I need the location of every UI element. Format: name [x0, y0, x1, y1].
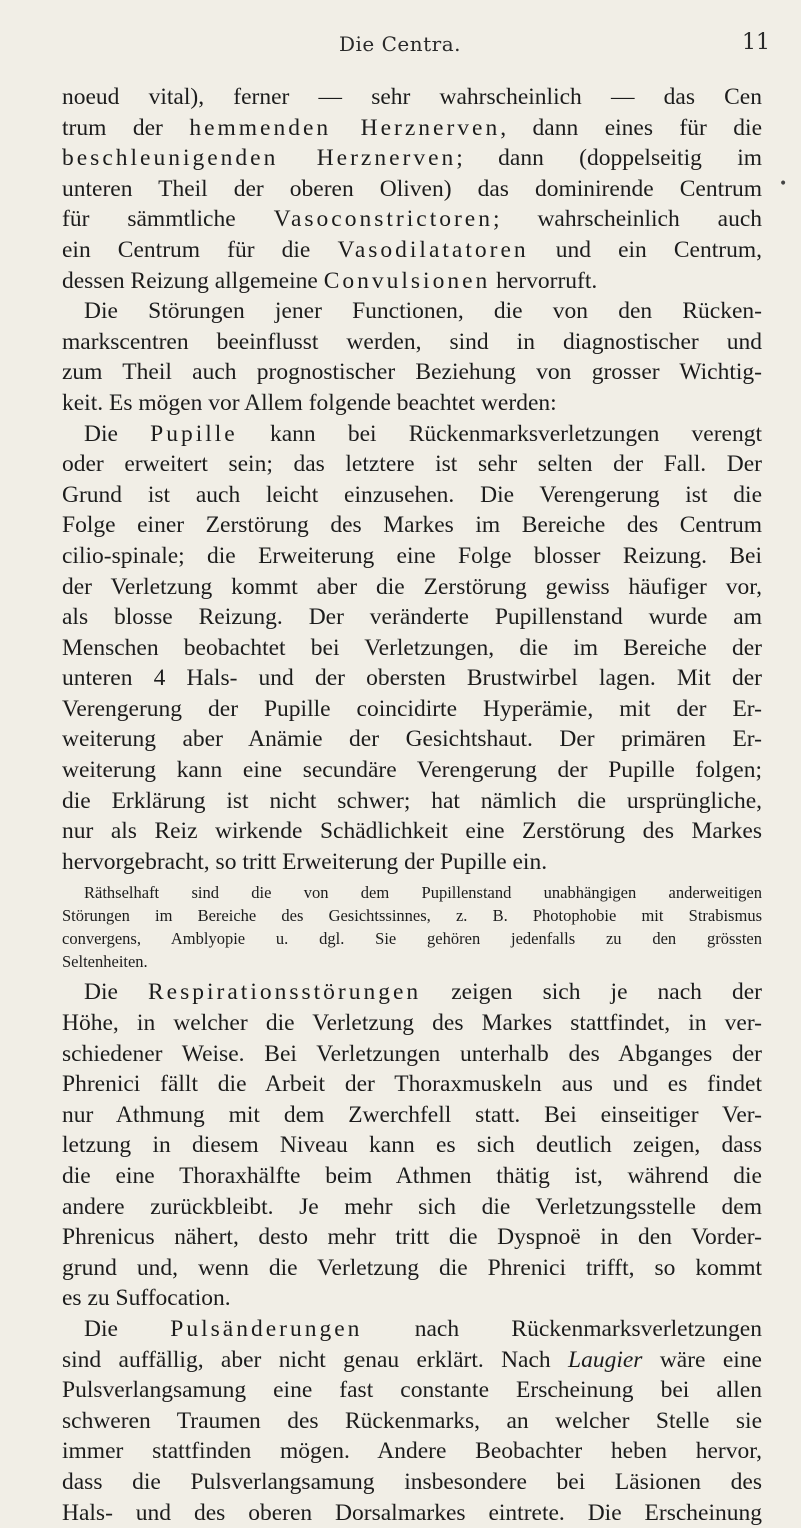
text-line: nur Athmung mit dem Zwerchfell statt. Bei einseitiger Ver- [62, 1101, 762, 1128]
text-line: Menschen beobachtet bei Verletzungen, die im Bereiche der [62, 634, 762, 661]
spaced-term: Respirationsstörungen [148, 979, 422, 1006]
note-line: convergens, Amblyopie u. dgl. Sie gehören jedenfalls zu den grössten [62, 929, 762, 949]
text-line: oder erweitert sein; das letztere ist sehr selten der Fall. Der [62, 451, 762, 478]
paragraph-pulse [62, 1314, 762, 1528]
text-line: die eine Thoraxhälfte beim Athmen thätig ist, während die [62, 1163, 762, 1189]
paragraph-pupil [62, 419, 762, 878]
text-line: Die Pupille kann bei Rückenmarksverletzungen verengt [84, 420, 762, 447]
text-line: Hals- und des oberen Dorsalmarkes eintrete. Die Erscheinung [62, 1499, 762, 1526]
text-line: dass die Pulsverlangsamung insbesondere bei Läsionen des [62, 1468, 762, 1495]
text-line: Höhe, in welcher die Verletzung des Markes stattfindet, in ver- [62, 1010, 762, 1037]
spaced-term: beschleunigenden Herznerven [62, 145, 457, 172]
text-line: Folge einer Zerstörung des Markes im Bereiche des Centrum [62, 512, 762, 539]
spaced-term: Vasoconstrictoren [273, 206, 493, 233]
note-line: Störungen im Bereiche des Gesichtssinnes, z. B. Photophobie mit Strabismus [62, 906, 762, 926]
text-line: Die Respirationsstörungen zeigen sich je nach der [84, 979, 762, 1006]
spaced-term: Convulsionen [323, 267, 491, 294]
text-line: weiterung kann eine secundäre Verengerung der Pupille folgen; [62, 757, 762, 784]
text-line: nur als Reiz wirkende Schädlichkeit eine Zerstörung des Markes [62, 818, 762, 845]
page-header [0, 8, 801, 56]
text-line: beschleunigenden Herznerven; dann (doppelseitig im [62, 145, 763, 172]
text-line: unteren Theil der oberen Oliven) das dominirende Centrum [62, 175, 762, 202]
text-line: trum der hemmenden Herznerven, dann eines für die [62, 114, 763, 141]
spaced-term: Vasodilatatoren [337, 236, 529, 263]
text-line: schweren Traumen des Rückenmarks, an welcher Stelle sie [62, 1407, 762, 1434]
text-line: Die Pulsänderungen nach Rückenmarksverletzungen [84, 1315, 762, 1342]
text-line: grund und, wenn die Verletzung die Phrenici trifft, so kommt [62, 1254, 762, 1281]
small-print-note [62, 881, 762, 973]
text-line: zum Theil auch prognostischer Beziehung von grosser Wichtig- [62, 359, 762, 386]
text-line: weiterung aber Anämie der Gesichtshaut. Der primären Er- [62, 726, 762, 753]
text-line: letzung in diesem Niveau kann es sich deutlich zeigen, dass [62, 1132, 762, 1159]
text-line: cilio-spinale; die Erweiterung eine Folge blosser Reizung. Bei [62, 542, 762, 569]
text-line: als blosse Reizung. Der veränderte Pupillenstand wurde am [62, 604, 762, 631]
text-line: schiedener Weise. Bei Verletzungen unterhalb des Abganges der [62, 1040, 762, 1067]
note-line: Räthselhaft sind die von dem Pupillenstand unabhängigen anderweitigen [84, 883, 762, 903]
text-line: dessen Reizung allgemeine Convulsionen hervorruft. [62, 267, 598, 294]
paragraph-disturbances [62, 296, 762, 418]
spaced-term: Pupille [150, 420, 238, 447]
text-line: keit. Es mögen vor Allem folgende beachtet werden: [62, 389, 557, 416]
text-line: noeud vital), ferner — sehr wahrscheinlich — das Cen [62, 84, 762, 110]
margin-mark: • [779, 176, 788, 192]
text-line: Die Störungen jener Functionen, die von den Rücken- [84, 298, 762, 325]
page-number: 11 [742, 30, 770, 55]
text-line: hervorgebracht, so tritt Erweiterung der Pupille ein. [62, 848, 548, 875]
spaced-term: hemmenden Herznerven [189, 114, 501, 141]
text-line: ein Centrum für die Vasodilatatoren und ein Centrum, [62, 236, 763, 263]
paragraph-respiration [62, 977, 762, 1314]
running-title: Die Centra. [338, 32, 462, 56]
page-body [62, 82, 762, 1528]
text-line: sind auffällig, aber nicht genau erklärt. Nach Laugier wäre eine [62, 1346, 762, 1373]
text-line: der Verletzung kommt aber die Zerstörung gewiss häufiger vor, [62, 573, 762, 600]
text-line: es zu Suffocation. [62, 1285, 231, 1312]
author-name: Laugier [568, 1346, 643, 1373]
text-line: markscentren beeinflusst werden, sind in diagnostischer und [62, 328, 762, 355]
text-line: andere zurückbleibt. Je mehr sich die Verletzungsstelle dem [62, 1193, 762, 1220]
text-line: Grund ist auch leicht einzusehen. Die Verengerung ist die [62, 481, 762, 508]
text-line: Pulsverlangsamung eine fast constante Erscheinung bei allen [62, 1377, 762, 1404]
text-line: die Erklärung ist nicht schwer; hat nämlich die ursprüngliche, [62, 787, 762, 814]
text-line: Phrenici fällt die Arbeit der Thoraxmuskeln aus und es findet [62, 1071, 762, 1098]
text-line: Verengerung der Pupille coincidirte Hyperämie, mit der Er- [62, 695, 762, 722]
text-line: unteren 4 Hals- und der obersten Brustwirbel lagen. Mit der [62, 665, 762, 692]
paragraph-centres [62, 82, 762, 296]
text-line: für sämmtliche Vasoconstrictoren; wahrscheinlich auch [62, 206, 762, 233]
note-line: Seltenheiten. [62, 952, 148, 972]
text-line: Phrenicus nähert, desto mehr tritt die Dyspnoë in den Vorder- [62, 1224, 762, 1251]
spaced-term: Pulsänderungen [170, 1315, 363, 1342]
text-line: immer stattfinden mögen. Andere Beobachter heben hervor, [62, 1438, 762, 1465]
